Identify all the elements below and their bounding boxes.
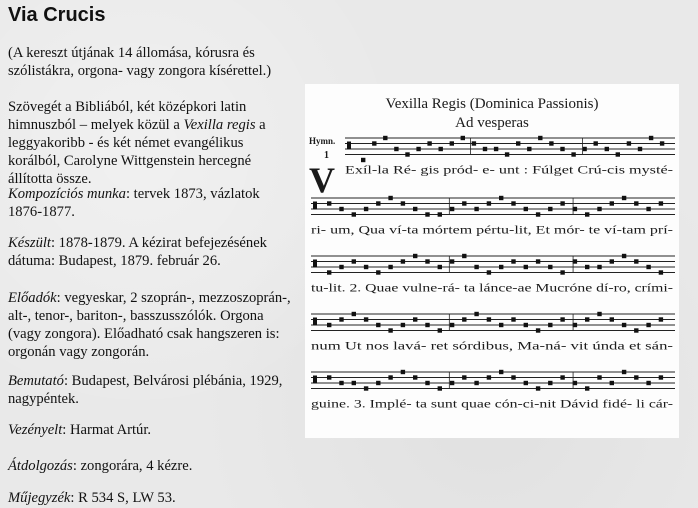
neume [536,386,540,390]
neume [425,381,429,385]
composition-label: Kompozíciós munka [8,186,126,202]
clef [313,318,317,326]
neume [646,381,650,385]
neume [388,328,392,332]
performers-label: Előadók [8,290,57,306]
neume [499,265,503,269]
neume [474,207,478,211]
text-source-a: Szövegét a Bibliából, két középkori latin himnuszból – melyek közül a [8,99,247,133]
neume [352,259,356,263]
neume [560,375,564,379]
premiere-paragraph [8,372,296,408]
neume [505,152,509,156]
neume [376,201,380,205]
neume [524,265,528,269]
neume [585,317,589,321]
clef [313,260,317,268]
neume [438,212,442,216]
neume [483,147,487,151]
clef [347,142,351,150]
neume [339,317,343,321]
text-source-paragraph [8,98,296,188]
neume [438,386,442,390]
neume [376,381,380,385]
neume [438,265,442,269]
neume [364,386,368,390]
neume [352,381,356,385]
arrangement-value: : zongorára, 4 kézre. [72,458,193,474]
neume [372,141,376,145]
neume [474,312,478,316]
neume [622,254,626,258]
staff [311,254,675,275]
lyric-line: guine. 3. Implé- ta sunt quae cón-ci-nit Dávid fidé- li cár- [311,396,673,411]
performers-value: : vegyeskar, 2 szoprán-, mezzoszoprán-, alt-, tenor-, bariton-, basszusszólók. Orgona (vagy zongora). Előadható csak hangszeren is: orgonán vagy zongorán. [8,290,291,360]
neume [511,259,515,263]
neume [401,370,405,374]
neume [401,201,405,205]
neume [425,259,429,263]
neume [339,265,343,269]
neume [450,259,454,263]
catalogue-value: : R 534 S, LW 53. [70,490,176,506]
neume [376,270,380,274]
neume [610,317,614,321]
neume [499,196,503,200]
lyric-line: num Ut nos lavá- ret sórdibus, Ma-ná- vit únda et sán- [311,338,673,353]
neume [438,328,442,332]
neume [597,265,601,269]
neume [536,212,540,216]
neume [474,381,478,385]
neume [352,212,356,216]
composition-paragraph [8,185,296,221]
neume [605,147,609,151]
neume [425,323,429,327]
neume [560,201,564,205]
neume [622,196,626,200]
text-source-b: a leggyakoribb - és két német evangélikus korálból, Carolyne Wittgenstein hercegné állította össze. [8,117,266,187]
text-source-em: Vexilla regis [183,117,256,133]
premiere-value: : Budapest, Belvárosi plébánia, 1929, nagypéntek. [8,373,283,407]
neume [339,207,343,211]
neume [327,270,331,274]
neume [597,207,601,211]
neume [536,328,540,332]
neume [383,136,387,140]
hymn-number: 1 [324,150,329,161]
neume [352,312,356,316]
lyric-line: tu-lit. 2. Quae vulne-rá- ta lánce-ae Mucróne dí-ro, crími- [311,280,673,295]
neume [585,265,589,269]
conductor-label: Vezényelt [8,422,63,438]
neume [450,207,454,211]
neume [499,323,503,327]
neume [659,201,663,205]
neume [376,323,380,327]
neume [627,141,631,145]
neume [511,375,515,379]
neume [462,375,466,379]
neume [425,212,429,216]
neume [474,265,478,269]
neume [549,141,553,145]
staff [311,312,675,333]
completed-label: Készült [8,235,51,251]
neume [327,201,331,205]
neume [610,201,614,205]
hymn-label: Hymn. [309,136,336,146]
completed-value: : 1878-1879. A kézirat befejezésének dátuma: Budapest, 1879. február 26. [8,235,267,269]
neume [487,270,491,274]
catalogue-label: Műjegyzék [8,490,71,506]
catalogue-paragraph [8,489,296,507]
premiere-label: Bemutató [8,373,64,389]
neume [487,317,491,321]
neume [462,254,466,258]
neume [585,212,589,216]
neume [560,147,564,151]
composition-value: : tervek 1873, vázlatok 1876-1877. [8,186,260,220]
neume [594,141,598,145]
chant-score [305,84,679,438]
neume [327,375,331,379]
neume [327,323,331,327]
neume [364,317,368,321]
neume [646,207,650,211]
neume [649,136,653,140]
neume [524,323,528,327]
neume [487,375,491,379]
neume [413,254,417,258]
neume [364,265,368,269]
neume [462,201,466,205]
intro-paragraph: (A kereszt útjának 14 állomása, kórusra és szólistákra, orgona- vagy zongora kísérettel.) [8,45,272,79]
arrangement-label: Átdolgozás [8,458,73,474]
neume [634,375,638,379]
neume [659,270,663,274]
neume [516,141,520,145]
neume [610,259,614,263]
score-heading: Vexilla Regis (Dominica Passionis) [385,96,599,112]
clef [313,376,317,384]
neume [548,207,552,211]
neume [524,207,528,211]
completed-paragraph [8,234,296,270]
neume [494,147,498,151]
neume [571,152,575,156]
neume [622,323,626,327]
neume [401,259,405,263]
neume [339,381,343,385]
neume [548,381,552,385]
staff [311,370,675,391]
neume [560,270,564,274]
neume [659,317,663,321]
neume [646,265,650,269]
neume [413,317,417,321]
staff [311,196,675,217]
neume [427,141,431,145]
lyrics [311,163,673,411]
neume [364,207,368,211]
lyric-line: Exíl-la Ré- gis pród- e- unt : Fúlget Crú-cis mysté- [345,162,673,177]
neume [416,147,420,151]
neume [450,381,454,385]
neume [660,141,664,145]
neume [638,147,642,151]
neume [487,201,491,205]
neume [388,375,392,379]
performers-paragraph [8,289,296,361]
neume [585,386,589,390]
neume [394,147,398,151]
neume [560,317,564,321]
neume [548,323,552,327]
neume [405,152,409,156]
neume [659,375,663,379]
neume [634,259,638,263]
neume [511,201,515,205]
neume [413,207,417,211]
neume [472,141,476,145]
neume [388,196,392,200]
conductor-value: : Harmat Artúr. [62,422,152,438]
neume [582,147,586,151]
arrangement-paragraph [8,457,296,475]
score-subheading: Ad vesperas [455,115,529,131]
initial-letter: V [309,160,335,200]
neume [499,370,503,374]
neume [538,136,542,140]
neume [634,201,638,205]
neume [597,375,601,379]
neume [634,328,638,332]
chant-score-image [305,84,679,438]
neume [511,317,515,321]
neume [536,259,540,263]
conductor-paragraph [8,421,296,439]
neume [610,381,614,385]
neume [413,375,417,379]
neume [622,370,626,374]
neume [597,312,601,316]
neume [646,323,650,327]
clef [313,202,317,210]
neume [462,317,466,321]
neume [524,381,528,385]
staff [345,136,675,162]
neume [388,265,392,269]
neume [461,136,465,140]
neume [450,141,454,145]
neume [527,147,531,151]
neume [616,152,620,156]
lyric-line: ri- um, Qua ví-ta mórtem pértu-lit, Et mór- te ví-tam prí- [311,222,673,237]
page-title: Via Crucis [8,4,106,26]
neume [439,147,443,151]
neume [548,265,552,269]
neume [401,323,405,327]
neume [450,323,454,327]
